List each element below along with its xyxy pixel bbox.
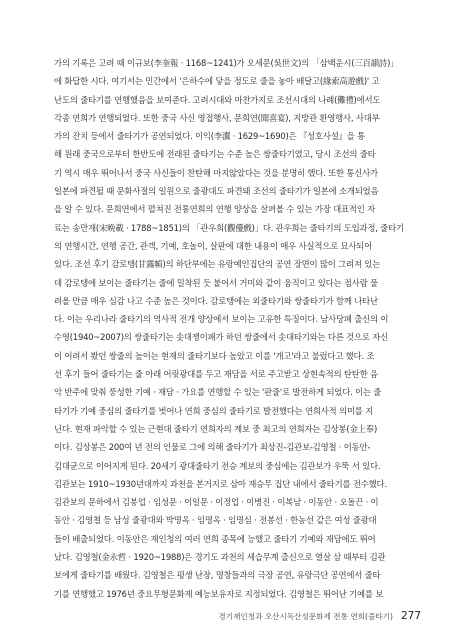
text-line: 을 알 수 있다. 문희연에서 펼쳐진 전통연희의 연행 양상을 살펴볼 수 있는 가장 대표적인 자 (54, 204, 375, 215)
text-line: 닌다. 현재 파악할 수 있는 근현대 줄타기 연희자의 계보 중 최고의 연희자는 김상봉(金上奉) (54, 423, 378, 434)
text-line: 의 연행시간, 연행 공간, 관객, 기예, 호놀이, 살판에 대한 내용이 매우 사실적으로 묘사되어 (54, 240, 373, 251)
text-line: 기 역시 매우 뛰어나서 중국 사신들이 찬탄해 마지않았다는 것을 분명히 했다. 또한 통신사가 (54, 167, 378, 178)
text-line: 이 어려서 봤던 쌍줄의 높이는 현재의 줄타기보다 높았고 이를 '개고'라고 불렀다고 했다. 조 (54, 350, 375, 361)
text-line: 타기가 기예 중심의 줄타기를 벗어나 연희 중심의 줄타기로 발전했다는 연희사적 의미를 지 (54, 405, 374, 416)
text-line: 일본에 파견될 때 문화사절의 일원으로 줄광대도 파견돼 조선의 줄타기가 일본에 소개되었음 (54, 186, 379, 197)
page-number: 277 (400, 610, 421, 622)
text-line: 보에게 줄타기를 배웠다. 김영철은 평생 난장, 명창들과의 극장 공연, 유랑극단 공연에서 줄타 (54, 570, 381, 581)
text-line: 가의 기록은 고려 때 이규보(李奎報 · 1168~1241)가 오세문(吳世文)의 「삼백운시(三百韻詩)」 (54, 58, 399, 68)
text-line: 김관보는 1910~1930년대까지 과천을 본거지로 삼아 재승무 집단 내에서 줄타기를 전수했다. (54, 478, 387, 489)
text-line: 수영(1940~2007)의 쌍줄타기는 솟대쟁이패가 하던 쌍줄에서 솟대타기와는 다른 것으로 자신 (54, 332, 389, 343)
text-line: 기를 연행했고 1976년 중요무형문화재 예능보유자로 지정되었다. 김영철은 뛰어난 기예를 보 (54, 588, 384, 599)
text-line: 악 반주에 맞춰 풍성한 기예 · 재담 · 가요를 연행할 수 있는 '판줄'로 발전하게 되었다. 이는 줄 (54, 387, 382, 398)
footer-title: 경기재인청과 오산시독산성문화제 전통 연희(줄타기) (218, 612, 393, 621)
text-line: 각종 연희가 연행되었다. 또한 중국 사신 영접행사, 문희연(聞喜宴), 지방관 환영행사, 사대부 (54, 112, 380, 123)
text-line: 가의 잔치 등에서 줄타기가 공연되었다. 이익(李瀷 · 1629~1690)은 『성호사설』을 통 (54, 131, 366, 142)
text-line: 동안 · 김영철 등 남성 줄광대와 박명옥 · 임명옥 · 임명심 · 전봉선 · 한농선 같은 여성 줄광대 (54, 515, 377, 526)
text-line: 김관보의 문하에서 김봉업 · 임성문 · 이일문 · 이정업 · 이병진 · 이복남 · 이동안 · 오돌끈 · 이 (54, 497, 379, 508)
text-line: 이다. 김상봉은 200여 년 전의 인물로 그에 의해 줄타기가 최상진-김관보-김영철 · 이동안- (54, 442, 371, 453)
text-line: 려올 만큼 매우 심감 나고 수준 높은 것이다. 감로탱에는 외줄타기와 쌍줄타기가 함께 나타난 (54, 295, 378, 306)
text-line: 에 화답한 시다. 여기서는 민간에서 '은하수에 닿을 정도로 줄을 놓아 배달고(緣索高遊戲)' 고 (54, 76, 380, 87)
text-line: 다. 이는 우리나라 줄타기의 역사적 전개 양상에서 보이는 고유한 특징이다. 남사당패 출신의 이 (54, 314, 389, 325)
text-line: 해 원래 중국으로부터 한반도에 전래된 줄타기는 수준 높은 쌍줄타기였고, 당시 조선의 줄타 (54, 149, 376, 160)
text-line: 선 후기 들어 줄타기는 줄 아래 어릿광대를 두고 재담을 서로 주고받고 상현속적의 탄탄한 음 (54, 369, 378, 380)
running-footer (218, 610, 421, 622)
text-line: 났다. 김영철(金永哲 · 1920~1988)은 경기도 과천의 세습무계 출신으로 열살 삼 때부터 김관 (54, 552, 386, 563)
text-line: 김대균으로 이어지게 된다. 20세기 광대줄타기 전승 계보의 중심에는 김관보가 우뚝 서 있다. (54, 460, 381, 471)
text-line: 난도의 줄타기를 연행했음을 보여준다. 고려시대와 마찬가지로 조선시대의 나례(儺禮)에서도 (54, 94, 381, 105)
text-line: 료는 송만재(宋晩載 · 1788~1851)의 「관우희(觀優戲)」다. 관우희는 줄타기의 도입과정, 줄타기 (54, 222, 404, 233)
body-text (54, 54, 421, 603)
text-line: 있다. 조선 후기 감로탱(甘露幀)의 하단부에는 유랑예인집단의 공연 장면이 많이 그려져 있는 (54, 259, 381, 270)
text-line: 들이 배출되었다. 이동안은 재인청의 여러 연희 종목에 능했고 줄타기 기예와 재담에도 뛰어 (54, 533, 376, 544)
text-line: 데 감로탱에 보이는 줄타기는 줄에 밀착된 듯 붙어서 거미와 같이 움직이고 있다는 점사람 물 (54, 277, 378, 288)
